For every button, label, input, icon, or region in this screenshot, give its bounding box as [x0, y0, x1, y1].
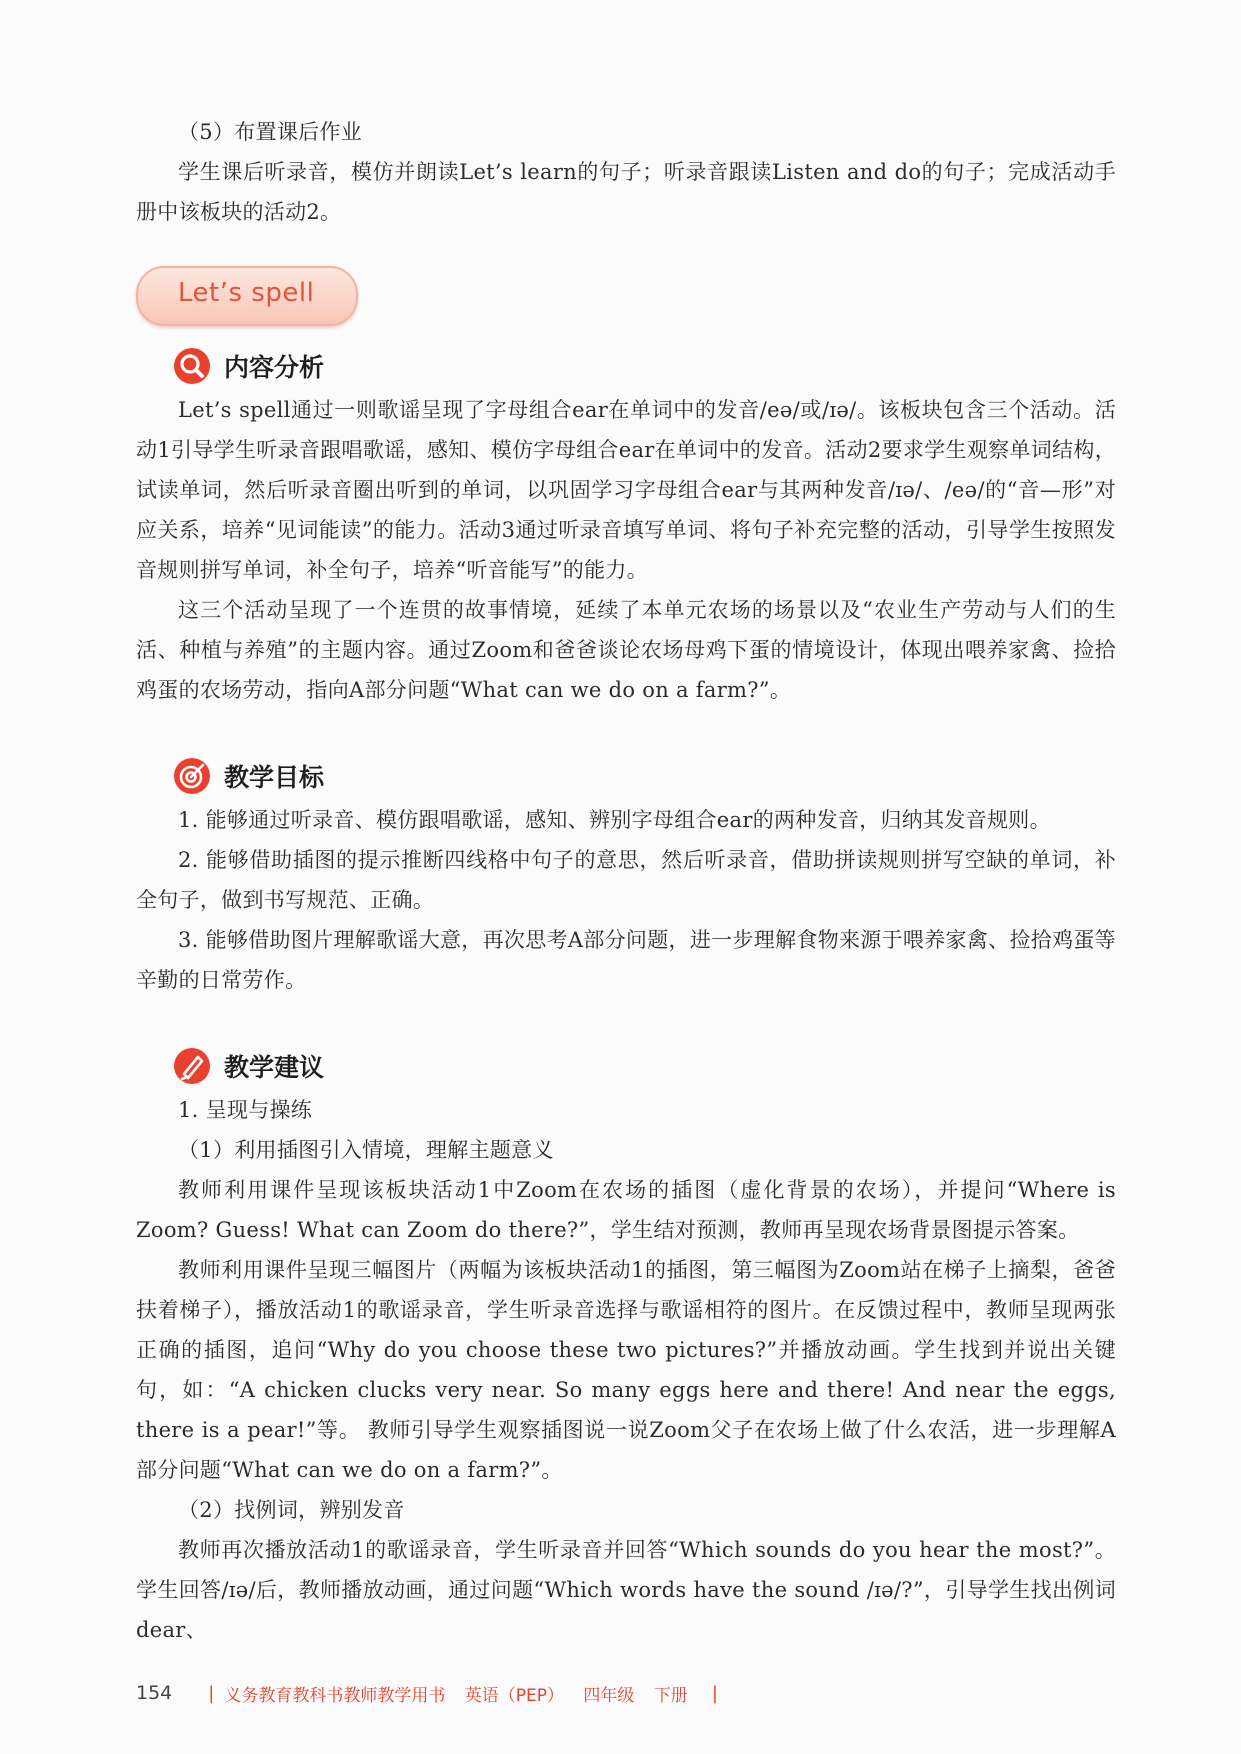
target-icon [174, 758, 210, 794]
footer-book-info [224, 1681, 701, 1706]
step-paragraph: 教师利用课件呈现三幅图片（两幅为该板块活动1的插图，第三幅图为Zoom站在梯子上摘梨，爸爸扶着梯子），播放活动1的歌谣录音，学生听录音选择与歌谣相符的图片。在反馈过程中，教师呈现两张正确的插图，追问“Why do you choose these two pictures?”并播放动画。学生找到并说出关键句，如：“A chicken clucks very near. So many eggs here and there! And near the eggs, there is a pear!”等。 教师引导学生观察插图说一说Zoom父子在农场上做了什么农活，进一步理解A部分问题“What can we do on a farm?”。 [136, 1258, 1116, 1482]
page-number: 154 [136, 1682, 173, 1704]
footer-divider: | [208, 1682, 215, 1704]
page-footer [136, 1678, 728, 1708]
goal-item: 1. 能够通过听录音、模仿跟唱歌谣，感知、辨别字母组合ear的两种发音，归纳其发音规则。 [178, 808, 1051, 832]
step-paragraph: 教师利用课件呈现该板块活动1中Zoom在农场的插图（虚化背景的农场），并提问“Where is Zoom? Guess! What can Zoom do there?”，学生结对预测，教师再呈现农场背景图提示答案。 [136, 1178, 1116, 1242]
step-paragraph: 教师再次播放活动1的歌谣录音，学生听录音并回答“Which sounds do you hear the most?”。学生回答/ɪə/后，教师播放动画，通过问题“Which words have the sound /ɪə/?”，引导学生找出例词dear、 [136, 1538, 1116, 1642]
subsection-title: 1. 呈现与操练 [178, 1098, 313, 1122]
footer-subject: 英语（PEP） [464, 1685, 564, 1706]
content-analysis-title: 内容分析 [224, 353, 325, 382]
goal-item: 2. 能够借助插图的提示推断四线格中句子的意思，然后听录音，借助拼读规则拼写空缺的单词，补全句子，做到书写规范、正确。 [136, 848, 1116, 912]
goal-item: 3. 能够借助图片理解歌谣大意，再次思考A部分问题，进一步理解食物来源于喂养家禽、捡拾鸡蛋等辛勤的日常劳作。 [136, 928, 1116, 992]
homework-title: （5）布置课后作业 [178, 120, 363, 144]
goals-list [136, 800, 1116, 1000]
footer-grade: 四年级 [583, 1685, 635, 1706]
homework-section [136, 112, 1116, 232]
section-tab-label: Let’s spell [178, 278, 315, 308]
section-tab [136, 266, 358, 326]
content-paragraph: Let’s spell通过一则歌谣呈现了字母组合ear在单词中的发音/eə/或/ɪə/。该板块包含三个活动。活动1引导学生听录音跟唱歌谣，感知、模仿字母组合ear在单词中的发音。活动2要求学生观察单词结构，试读单词，然后听录音圈出听到的单词，以巩固学习字母组合ear与其两种发音/ɪə/、/eə/的“音—形”对应关系，培养“见词能读”的能力。活动3通过听录音填写单词、将句子补充完整的活动，引导学生按照发音规则拼写单词，补全句子，培养“听音能写”的能力。 [136, 398, 1116, 582]
footer-divider: | [711, 1682, 718, 1704]
footer-book-title: 义务教育教科书教师教学用书 [224, 1685, 446, 1706]
footer-volume: 下册 [653, 1685, 688, 1706]
homework-body: 学生课后听录音，模仿并朗读Let’s learn的句子；听录音跟读Listen and do的句子；完成活动手册中该板块的活动2。 [136, 160, 1116, 224]
step-title: （2）找例词，辨别发音 [178, 1498, 405, 1522]
content-paragraph: 这三个活动呈现了一个连贯的故事情境，延续了本单元农场的场景以及“农业生产劳动与人们的生活、种植与养殖”的主题内容。通过Zoom和爸爸谈论农场母鸡下蛋的情境设计，体现出喂养家禽、捡拾鸡蛋的农场劳动，指向A部分问题“What can we do on a farm?”。 [136, 598, 1116, 702]
content-analysis-heading [174, 346, 324, 386]
suggestions-body [136, 1090, 1116, 1650]
pencil-icon [174, 1048, 210, 1084]
magnifier-icon [174, 348, 210, 384]
suggestions-heading [174, 1046, 324, 1086]
suggestions-title: 教学建议 [224, 1053, 325, 1082]
goals-heading [174, 756, 324, 796]
step-title: （1）利用插图引入情境，理解主题意义 [178, 1138, 554, 1162]
goals-title: 教学目标 [224, 763, 325, 792]
content-analysis-body [136, 390, 1116, 710]
